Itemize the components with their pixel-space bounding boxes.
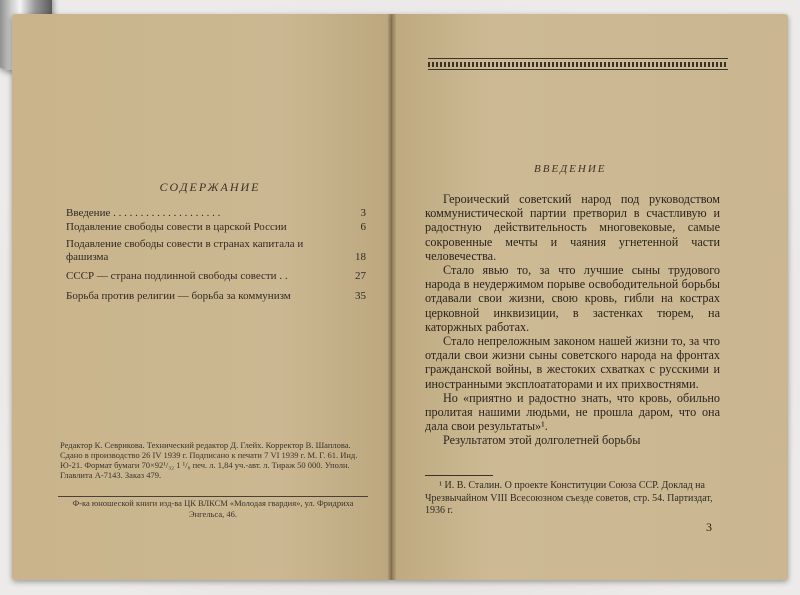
toc-item-page: 18 <box>355 251 366 263</box>
footnote: ¹ И. В. Сталин. О проекте Конституции Союза ССР. Доклад на Чрезвычайном VIII Всесоюзном съезде советов, стр. 54. Партиздат, 1936 г. <box>425 480 713 516</box>
toc-title: СОДЕРЖАНИЕ <box>159 180 261 194</box>
section-title: ВВЕДЕНИЕ <box>534 163 607 175</box>
toc-item-label: Подавление свободы совести в странах капитала и фашизма <box>66 238 304 263</box>
toc-item-label: Борьба против религии — борьба за коммунизм <box>66 290 291 302</box>
header-ornament <box>428 62 728 67</box>
paragraph: Стало непреложным законом нашей жизни то, за что отдали свои жизни сыны советского народа на фронтах гражданской войны, в жестоких схватках с русскими и иностранными эксплоататорами и их прихвостнями. <box>425 334 720 391</box>
toc-item-page: 3 <box>360 207 366 219</box>
toc-item <box>66 270 366 283</box>
publisher-text: Ф-ка юношеской книги изд-ва ЦК ВЛКСМ «Молодая гвардия», ул. Фридриха Энгельса, 46. <box>72 498 354 519</box>
toc-item <box>66 238 366 264</box>
footnote-divider <box>425 475 493 476</box>
toc-item-label: СССР — страна подлинной свободы совести . . <box>66 270 288 282</box>
paragraph: Героический советский народ под руководством коммунистической партии претворил в счастливую и радостную действительность многовековые, самые сокровенные мечты и чаяния угнетенной части человечества. <box>425 192 720 263</box>
paragraph: Результатом этой долголетней борьбы <box>443 433 641 448</box>
toc-item-label: Подавление свободы совести в царской России <box>66 221 287 233</box>
paragraph: Стало явью то, за что лучшие сыны трудового народа в неудержимом порыве освободительной борьбы отдавали свои жизни, свою кровь, гибли на кострах церковной инквизиции, в застенках тюрем, на каторжных работах. <box>425 263 720 334</box>
toc-item-page: 6 <box>360 221 366 233</box>
toc-item <box>66 290 366 303</box>
toc-item-page: 35 <box>355 290 366 302</box>
book-spine <box>388 14 396 580</box>
paragraph: Но «приятно и радостно знать, что кровь, обильно пролитая нашими людьми, не прошла даром, что она дала свои результаты»¹. <box>425 390 720 434</box>
header-rule-top <box>428 58 728 59</box>
toc-item-page: 27 <box>355 270 366 282</box>
toc-item <box>66 207 366 220</box>
toc-item <box>66 221 366 234</box>
header-rule-bottom <box>428 69 728 70</box>
toc-item-label: Введение . . . . . . . . . . . . . . . . . . . . <box>66 207 221 219</box>
page-number: 3 <box>706 520 712 534</box>
imprint-divider <box>58 496 368 497</box>
body-text <box>425 192 720 448</box>
imprint-text: Редактор К. Севрикова. Технический редактор Д. Глейх. Корректор В. Шаплова. Сдано в производство 26 IV 1939 г. Подписано к печати 7 VI 1939 г. М. Г. 61. Инд. Ю-21. Формат бумаги 70×92¹/₃₂ 1 ¹/₈ печ. л. 1,84 уч.-авт. л. Тираж 50 000. Уполн. Главлита А-7143. Заказ 479. <box>60 440 358 480</box>
